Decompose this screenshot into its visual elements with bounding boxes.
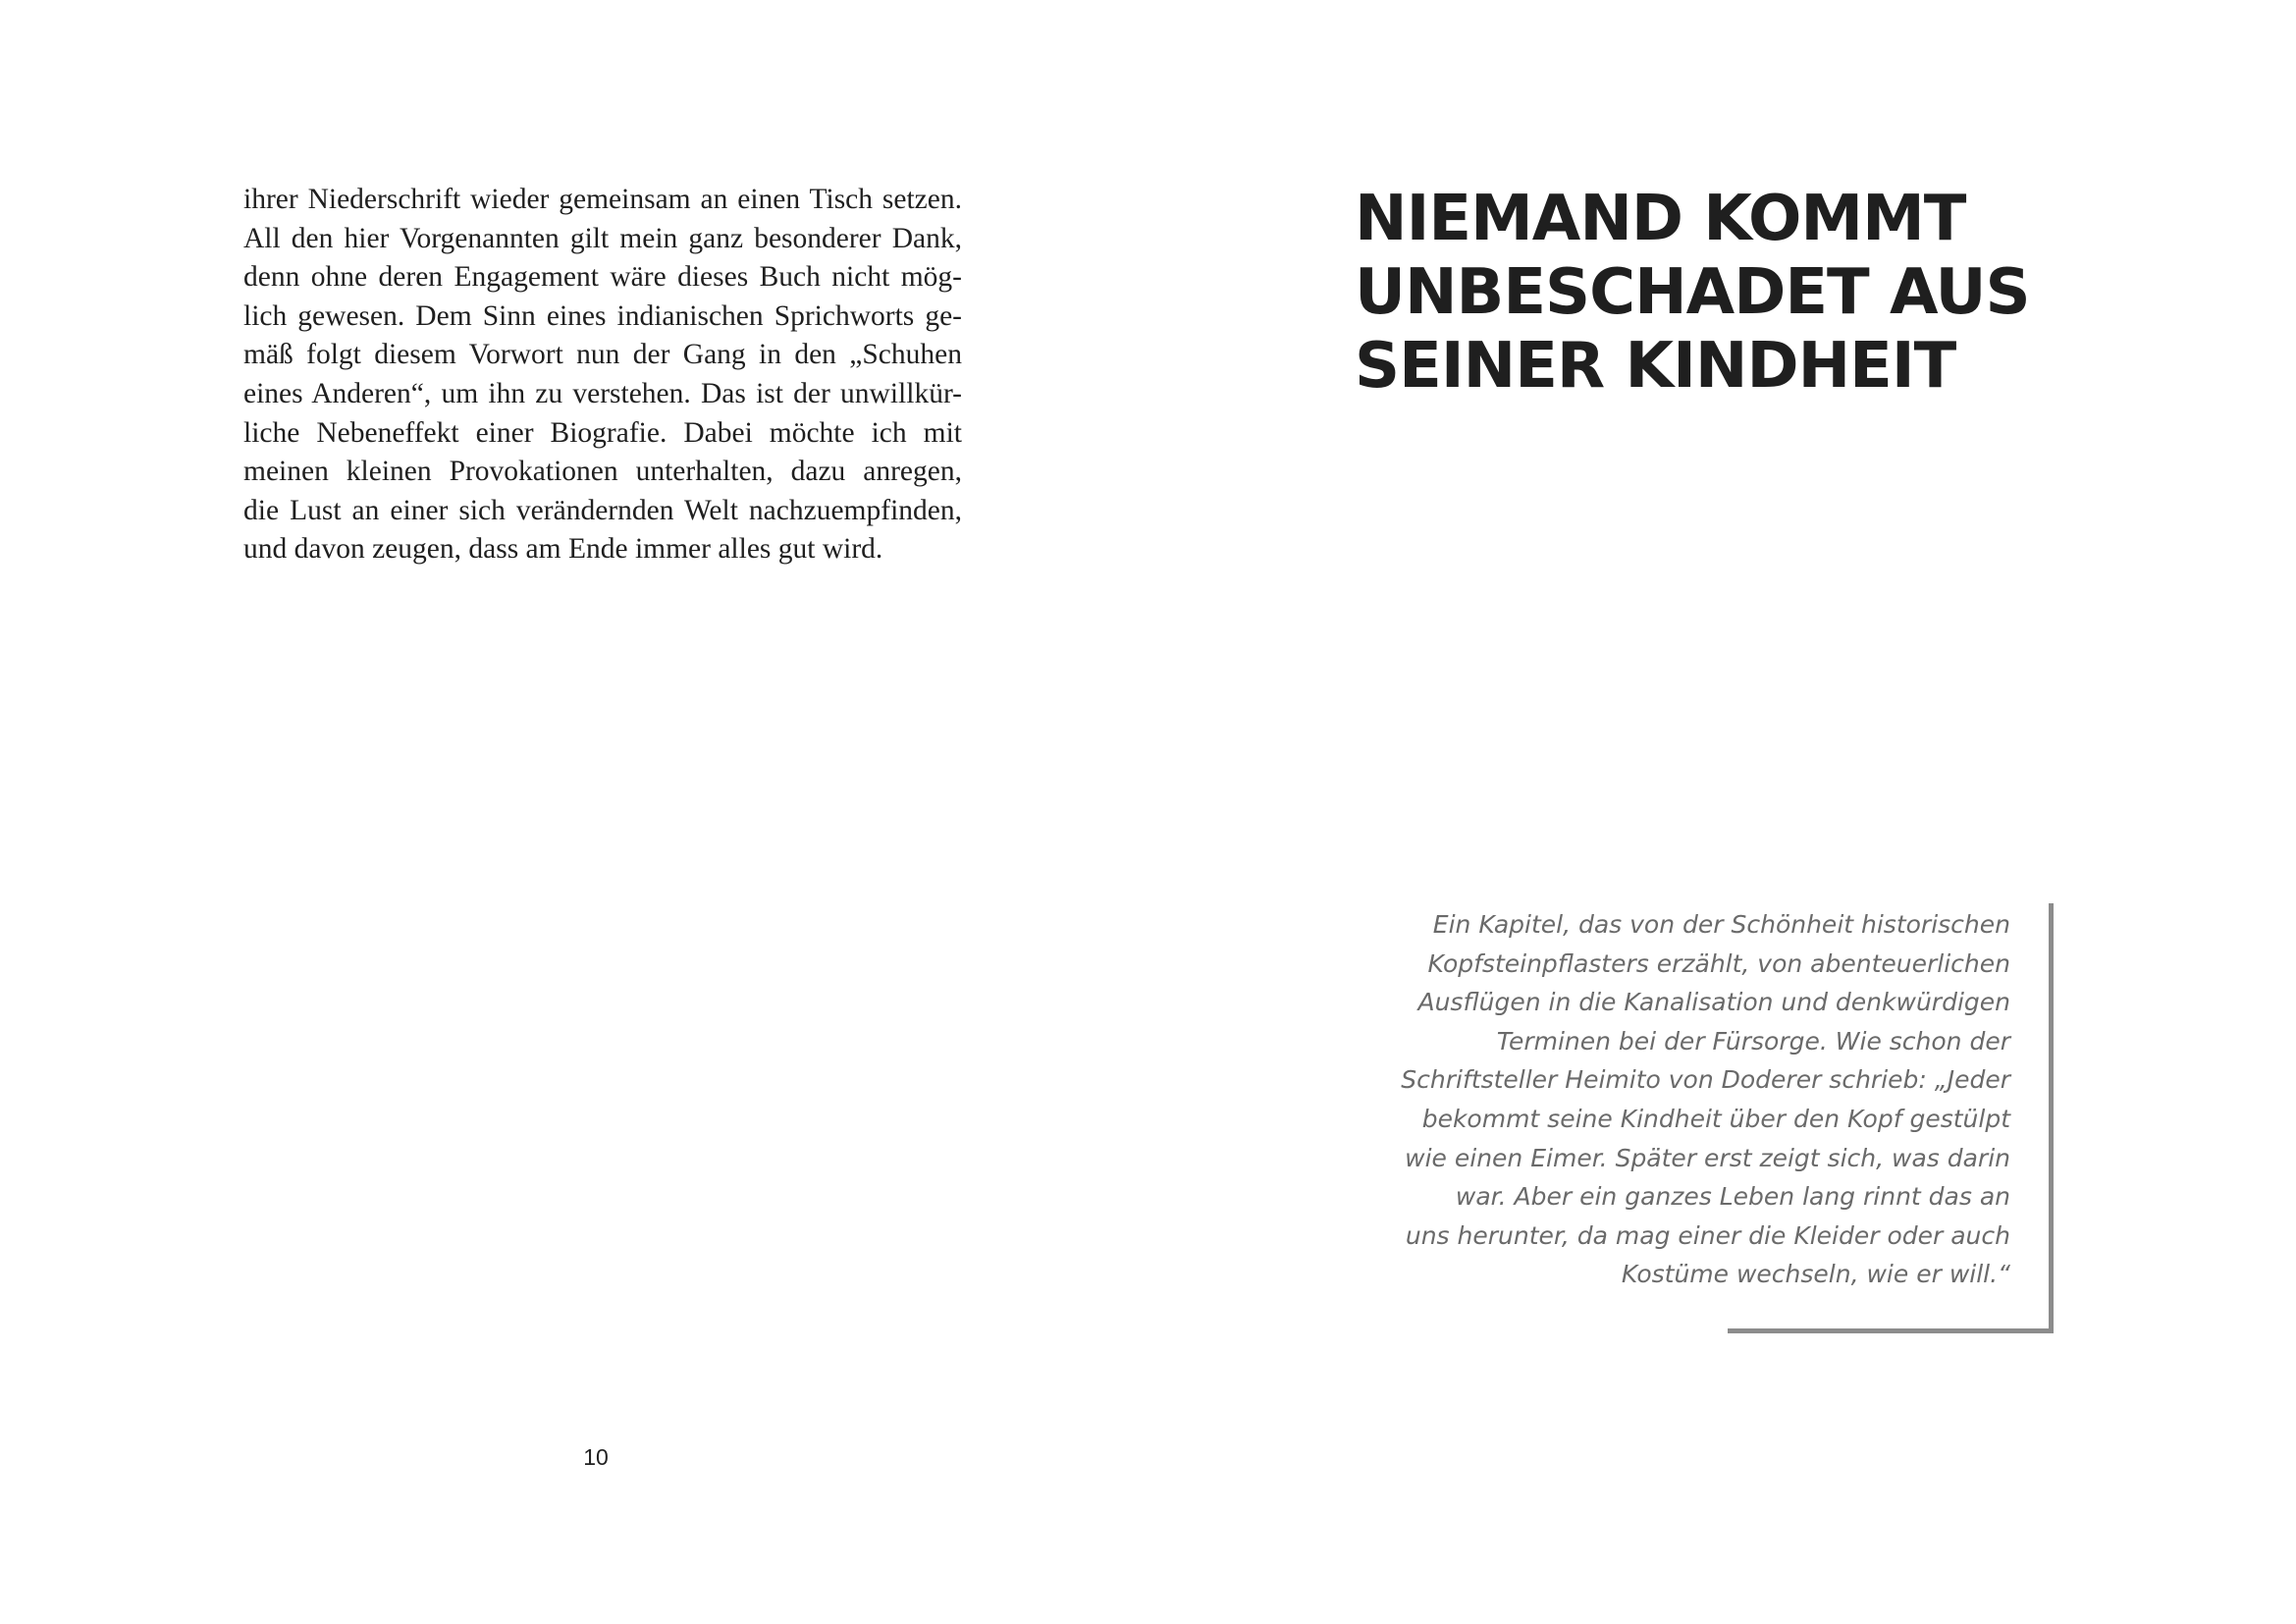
page-number: 10	[583, 1444, 609, 1470]
frame-mask	[1355, 1327, 1728, 1335]
intro-line: Schriftsteller Heimito von Doderer schrieb: „Jeder	[1401, 1065, 2010, 1095]
intro-line: war. Aber ein ganzes Leben lang rinnt das an	[1455, 1182, 2010, 1212]
body-line: ihrer Niederschrift wieder gemeinsam an einen Tisch setzen.	[243, 184, 962, 215]
body-line: mäß folgt diesem Vorwort nun der Gang in den „Schuhen	[243, 339, 962, 371]
intro-line: bekommt seine Kindheit über den Kopf gestülpt	[1421, 1104, 2010, 1133]
intro-line: Ein Kapitel, das von der Schönheit historischen	[1432, 910, 2010, 939]
chapter-title	[1355, 183, 2120, 404]
body-line: lich gewesen. Dem Sinn eines indianischen Sprichworts ge-	[243, 299, 962, 332]
chapter-title-line: NIEMAND KOMMT	[1355, 183, 1966, 255]
body-line: und davon zeugen, dass am Ende immer alles gut wird.	[243, 533, 883, 566]
body-line: die Lust an einer sich verändernden Welt nachzuempfinden,	[243, 494, 962, 526]
intro-line: uns herunter, da mag einer die Kleider oder auch	[1405, 1220, 2010, 1250]
body-line: liche Nebeneffekt einer Biografie. Dabei möchte ich mit	[243, 416, 962, 449]
body-line: denn ohne deren Engagement wäre dieses Buch nicht mög-	[243, 261, 962, 294]
intro-line: Ausflügen in die Kanalisation und denkwürdigen	[1417, 988, 2010, 1017]
body-line: meinen kleinen Provokationen unterhalten, dazu anregen,	[243, 456, 962, 488]
intro-line: wie einen Eimer. Später erst zeigt sich, was darin	[1405, 1143, 2010, 1172]
intro-line: Kostüme wechseln, wie er will.“	[1621, 1260, 2010, 1289]
chapter-title-line: UNBESCHADET AUS	[1355, 256, 2030, 329]
intro-line: Kopfsteinpflasters erzählt, von abenteuerlichen	[1427, 948, 2010, 978]
intro-line: Terminen bei der Fürsorge. Wie schon der	[1496, 1026, 2010, 1056]
body-line: All den hier Vorgenannten gilt mein ganz besonderer Dank,	[243, 222, 962, 254]
body-text	[243, 181, 962, 569]
chapter-intro-quote	[1355, 905, 2010, 1294]
body-line: eines Anderen“, um ihn zu verstehen. Das ist der unwillkür-	[243, 377, 962, 409]
chapter-title-line: SEINER KINDHEIT	[1355, 330, 1956, 403]
